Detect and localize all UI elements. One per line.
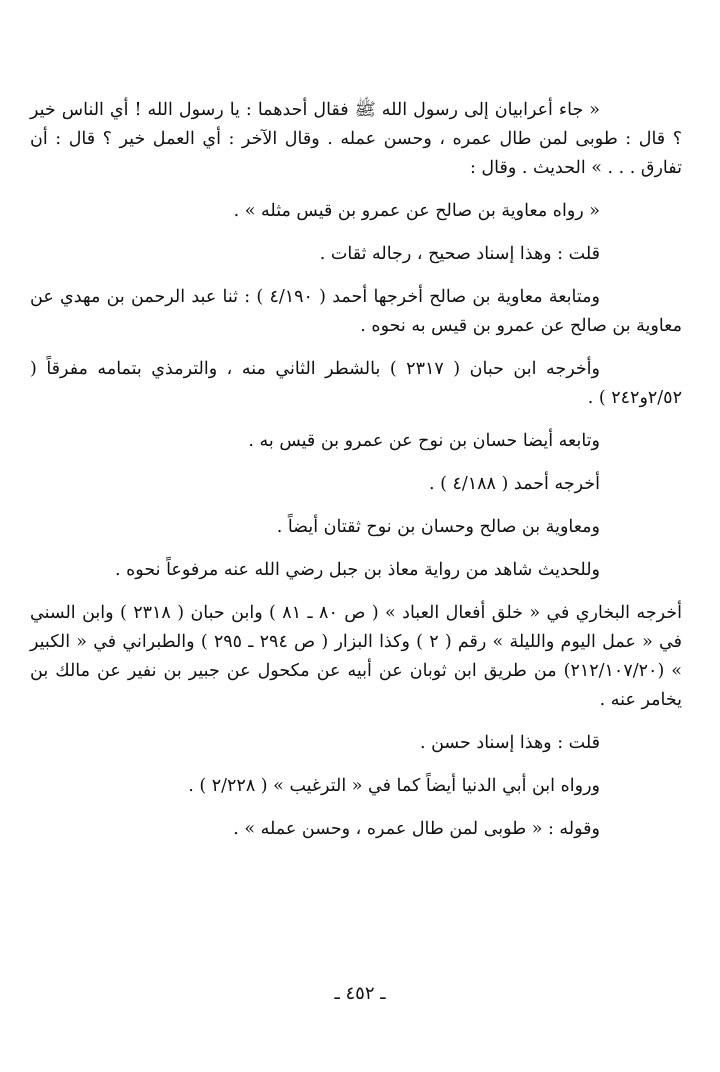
paragraph-qawluhu: وقوله : « طوبى لمن طال عمره ، وحسن عمله » . (233, 819, 600, 839)
paragraph-thiqat: ومعاوية بن صالح وحسان بن نوح ثقتان أيضاً . (276, 517, 600, 537)
page-number: ـ ٤٥٢ ـ (334, 983, 386, 1004)
body-text (30, 96, 682, 858)
paragraph-mutabaa-ahmad: ومتابعة معاوية بن صالح أخرجها أحمد ( ٤/١٩٠ ) : ثنا عبد الرحمن بن مهدي عن معاوية بن صالح عن عمرو بن قيس به نحوه . (30, 287, 682, 336)
paragraph-hassan-ibn-nuh: وتابعه أيضا حسان بن نوح عن عمرو بن قيس به . (248, 431, 600, 451)
paragraph-narration: « رواه معاوية بن صالح عن عمرو بن قيس مثله » . (233, 201, 600, 221)
paragraph-ibn-hibban: وأخرجه ابن حبان ( ٢٣١٧ ) بالشطر الثاني منه ، والترمذي بتمامه مفرقاً ( ٢/٥٢و٢٤٢ ) . (30, 359, 682, 408)
paragraph-shahid-muadh: وللحديث شاهد من رواية معاذ بن جبل رضي الله عنه مرفوعاً نحوه . (115, 560, 600, 580)
paragraph-bukhari-refs: أخرجه البخاري في « خلق أفعال العباد » ( ص ٨٠ ـ ٨١ ) وابن حبان ( ٢٣١٨ ) وابن السني في « عمل اليوم والليلة » رقم ( ٢ ) وكذا البزار ( ص ٢٩٤ ـ ٢٩٥ ) والطبراني في « الكبير » (٢١٢/١٠٧/٢٠) من طريق ابن ثوبان عن أبيه عن مكحول عن جبير بن نفير عن مالك بن يخامر عنه . (30, 603, 683, 710)
paragraph-hadith-quote: « جاء أعرابيان إلى رسول الله ﷺ فقال أحدهما : يا رسول الله ! أي الناس خير ؟ قال : طوبى لمن طال عمره ، وحسن عمله . وقال الآخر : أي العمل خير ؟ قال : أن تفارق . . . » الحديث . وقال : (30, 100, 682, 178)
paragraph-isnad-verdict: قلت : وهذا إسناد صحيح ، رجاله ثقات . (319, 244, 600, 264)
paragraph-ibn-abi-dunya: ورواه ابن أبي الدنيا أيضاً كما في « الترغيب » ( ٢/٢٢٨ ) . (188, 776, 600, 796)
paragraph-ahmad-ref: أخرجه أحمد ( ٤/١٨٨ ) . (428, 474, 600, 494)
paragraph-isnad-hasan: قلت : وهذا إسناد حسن . (419, 733, 600, 753)
